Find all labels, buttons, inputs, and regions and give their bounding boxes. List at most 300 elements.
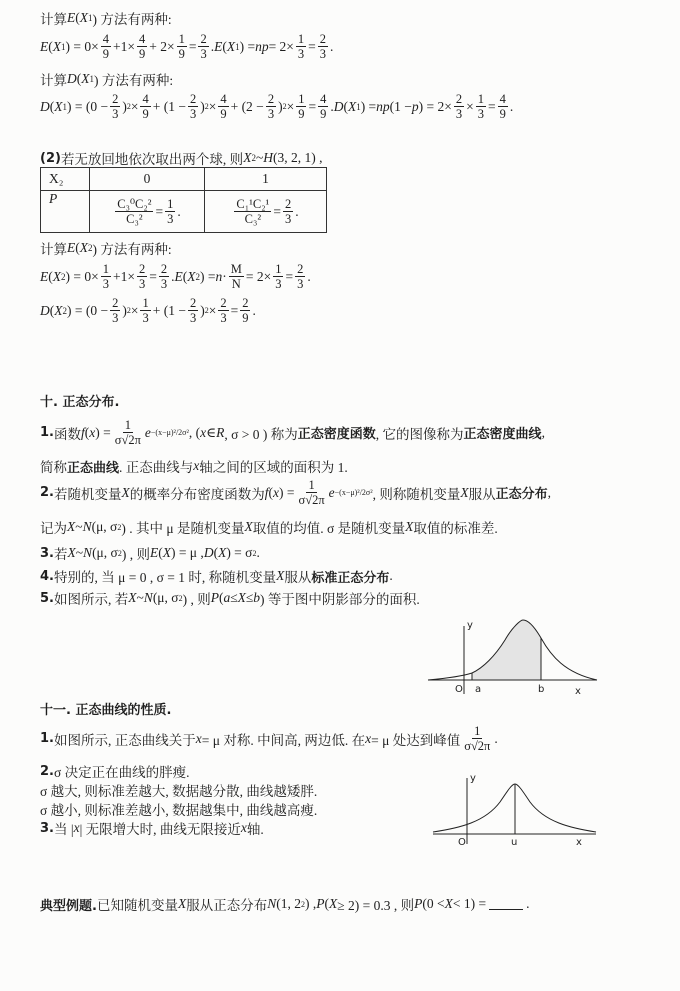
text-run: .	[330, 38, 334, 54]
fraction	[140, 296, 150, 325]
text-run: 已知随机变量	[96, 898, 178, 913]
numerator: 1	[167, 197, 174, 211]
superscript: 2	[282, 102, 287, 111]
math-variable: b	[253, 590, 261, 605]
text-run: σ 决定正在曲线的胖瘦.	[53, 765, 190, 780]
bold-term: 十一. 正态曲线的性质.	[40, 703, 172, 718]
denominator: 9	[178, 47, 185, 61]
text-run: (	[49, 302, 55, 318]
text-run: =	[308, 98, 317, 114]
numerator: 2	[284, 197, 292, 211]
text-run: + 2×	[149, 38, 175, 54]
denominator: 9	[320, 107, 327, 121]
text-run: ≤	[230, 590, 238, 605]
fraction	[218, 296, 228, 325]
numerator: 1	[308, 478, 315, 492]
subscript: 2	[62, 305, 67, 316]
numerator: 2	[220, 296, 227, 310]
text-run: .	[295, 203, 299, 219]
text-run: .	[307, 268, 311, 284]
numerator: 1	[474, 724, 481, 738]
normal-curve-shaded-graph	[425, 618, 600, 698]
text-run: = 2×	[245, 268, 272, 284]
bold-term: 典型例题.	[40, 898, 97, 914]
fraction	[454, 92, 464, 121]
text-run: .	[171, 268, 175, 284]
text-run: σ 越小, 则标准差越小, 数据越集中, 曲线越高瘦.	[40, 803, 318, 818]
numerator: 2	[267, 92, 275, 106]
superscript: −(x−μ)²/2σ²	[334, 488, 373, 497]
math-variable: D	[67, 71, 77, 86]
text-run: ) = (0 −	[67, 302, 109, 318]
math-variable: E	[40, 268, 49, 284]
text-run: ·	[222, 268, 227, 284]
fraction	[113, 418, 143, 447]
numerator: 1	[477, 92, 485, 106]
superscript: 2	[117, 548, 122, 558]
math-variable: e	[328, 484, 335, 500]
bold-term: 1.	[40, 425, 54, 440]
bold-term: (2)	[40, 150, 61, 166]
ex1-formula	[40, 32, 333, 61]
text-run: σ 越大, 则标准差越大, 数据越分散, 曲线越矮胖.	[40, 784, 318, 799]
numerator: 1	[297, 32, 305, 46]
math-variable: X	[52, 38, 61, 54]
bold-term: 4.	[40, 568, 54, 584]
denominator: σ√2π	[464, 739, 491, 753]
math-variable: X	[244, 519, 253, 534]
item-2-cont	[40, 517, 498, 537]
text-run: ) = 2×	[418, 98, 452, 114]
subscript: 1	[62, 101, 67, 112]
math-variable: N	[83, 545, 93, 560]
text-run: .	[177, 203, 181, 219]
text-run: ≥ 2) = 0.3 , 则	[337, 898, 415, 913]
item-1-cont	[40, 456, 348, 476]
text-run: , 则称随机变量	[372, 486, 461, 502]
math-variable: X	[79, 10, 88, 25]
denominator: 9	[138, 47, 146, 61]
fraction	[177, 32, 187, 61]
text-run: < 1) =	[452, 896, 487, 911]
denominator: 3	[167, 212, 174, 226]
text-run: )	[200, 98, 205, 114]
text-run: ) =	[279, 484, 295, 500]
text-run: , 它的图像称为	[375, 426, 464, 442]
text-run: 特别的, 当 μ = 0 , σ = 1 时, 称随机变量	[53, 570, 277, 585]
denominator: 3	[319, 47, 327, 61]
math-variable: D	[333, 98, 344, 114]
text-run: + (1 −	[152, 302, 186, 318]
math-variable: X	[218, 545, 227, 560]
x-label: x	[576, 837, 582, 846]
fraction	[296, 32, 306, 61]
math-variable: X	[226, 38, 236, 54]
a-label: a	[475, 684, 482, 695]
text-run: | 无限增大时, 曲线无限接近	[79, 822, 241, 837]
text-run: + (1 −	[152, 98, 186, 114]
text-run: 服从	[468, 486, 496, 502]
y-label: y	[467, 620, 473, 631]
numerator: 2	[112, 296, 119, 310]
text-run: 计算	[40, 73, 67, 88]
table-header-0: 0	[90, 168, 205, 191]
text-run: 函数	[53, 426, 81, 442]
denominator: 9	[220, 107, 227, 121]
text-run: =	[273, 203, 281, 219]
calc-ex1-intro	[40, 8, 172, 28]
text-run: ) 等于图中阴影部分的面积.	[260, 592, 420, 607]
superscript: 2	[117, 522, 122, 532]
text-run: 简称	[40, 460, 67, 475]
fraction	[159, 262, 169, 291]
table-header-1: 1	[205, 168, 327, 191]
math-variable: D	[40, 98, 50, 114]
text-run: = μ 对称. 中间高, 两边低. 在	[201, 732, 366, 748]
math-variable: D	[203, 545, 214, 560]
text-run: ×	[208, 98, 217, 114]
fraction	[101, 32, 111, 61]
numerator: 1	[298, 92, 305, 106]
bold-term: 2.	[40, 763, 54, 779]
math-variable: X	[444, 896, 453, 911]
fraction	[462, 724, 492, 753]
text-run: 的概率分布密度函数为	[129, 486, 265, 502]
fraction	[318, 32, 328, 61]
text-run: ) =	[239, 38, 256, 54]
text-run: ×	[130, 302, 139, 318]
math-variable: x	[240, 820, 247, 835]
bold-term: 标准正态分布	[311, 570, 390, 586]
math-variable: X	[177, 896, 187, 911]
text-run: (	[49, 98, 55, 114]
math-variable: N	[143, 590, 153, 605]
math-variable: np	[255, 38, 269, 54]
text-run: = 2×	[268, 38, 294, 54]
math-variable: X	[81, 71, 90, 86]
text-run: =	[155, 203, 164, 219]
math-variable: X	[162, 545, 171, 560]
denominator: C₃²	[126, 212, 143, 226]
text-run: .	[256, 545, 260, 560]
denominator: 9	[142, 107, 149, 121]
fraction	[110, 92, 120, 121]
text-run: 取值的均值. σ 是随机变量	[252, 521, 406, 536]
fraction	[296, 92, 306, 121]
text-run: ) 方法有两种:	[92, 242, 172, 257]
text-run: =	[308, 38, 316, 54]
bold-term: 十. 正态分布.	[40, 395, 120, 410]
math-variable: x	[200, 424, 207, 440]
text-run: (	[75, 10, 80, 25]
math-variable: E	[67, 10, 76, 25]
text-run: ≤	[245, 590, 254, 605]
text-run: =	[230, 302, 239, 318]
text-run: (μ, σ	[152, 590, 179, 605]
text-run: 服从	[284, 570, 312, 585]
x-label: x	[575, 686, 581, 697]
numerator: 2	[138, 262, 146, 276]
fraction	[273, 262, 283, 291]
fraction	[140, 92, 150, 121]
math-variable: P	[316, 896, 325, 911]
denominator: 3	[275, 277, 282, 291]
text-run: ~	[136, 590, 144, 605]
math-variable: X	[187, 268, 196, 284]
text-run: (1 −	[389, 98, 412, 114]
text-run: (	[48, 268, 53, 284]
text-run: (	[84, 424, 90, 440]
fraction	[137, 32, 147, 61]
denominator: 3	[189, 311, 197, 325]
numerator: 2	[200, 32, 207, 46]
text-run: (μ, σ	[92, 545, 118, 560]
table-row-label: P	[41, 191, 90, 233]
text-run: =	[488, 98, 496, 114]
text-run: ) . 其中 μ 是随机变量	[121, 521, 245, 536]
math-variable: X	[460, 484, 469, 500]
subscript: 1	[356, 101, 361, 112]
text-run: )	[122, 98, 127, 114]
numerator: 2	[242, 296, 249, 310]
superscript: 2	[126, 306, 131, 315]
text-run: 计算	[40, 12, 67, 27]
denominator: 9	[102, 47, 109, 61]
fraction	[229, 262, 244, 291]
math-variable: R	[216, 424, 225, 440]
denominator: 3	[189, 107, 197, 121]
subscript: 1	[89, 74, 94, 84]
text-run: (	[218, 590, 224, 605]
calc-ex2-intro	[40, 238, 172, 258]
text-run: )	[122, 302, 127, 318]
superscript: 2	[204, 102, 209, 111]
fraction	[283, 197, 293, 226]
text-run: 记为	[40, 521, 67, 536]
math-variable: X	[52, 268, 61, 284]
dx1-formula	[40, 92, 513, 121]
item-3	[40, 543, 260, 563]
bold-term: 2.	[40, 485, 54, 500]
text-run: ) =	[95, 424, 111, 440]
fraction	[476, 92, 486, 121]
math-variable: X	[328, 896, 338, 911]
math-variable: f	[80, 424, 85, 440]
text-run: (	[48, 38, 53, 54]
text-run: ) , 则	[182, 592, 211, 607]
math-variable: X	[243, 150, 252, 165]
denominator: 3	[284, 212, 292, 226]
text-run: .	[494, 730, 498, 746]
text-run: .	[526, 896, 530, 911]
fraction	[137, 262, 147, 291]
text-run: 如图所示, 若	[53, 592, 129, 607]
fraction	[188, 296, 198, 325]
denominator: 9	[298, 107, 305, 121]
text-run: ×	[286, 98, 295, 114]
math-variable: x	[273, 484, 279, 500]
superscript: 2	[252, 548, 257, 558]
numerator: 2	[112, 92, 119, 106]
fraction	[296, 478, 326, 507]
math-variable: E	[40, 38, 49, 54]
text-run: (	[343, 98, 348, 114]
math-variable: N	[82, 519, 92, 534]
numerator: 2	[297, 262, 304, 276]
property-3	[40, 818, 264, 838]
math-variable: E	[174, 268, 183, 284]
text-run: =	[188, 38, 197, 54]
table-header-var: X₂	[41, 168, 90, 191]
denominator: σ√2π	[298, 493, 325, 507]
math-variable: N	[267, 896, 277, 911]
superscript: −(x−μ)²/2σ²	[150, 428, 189, 437]
math-variable: n	[215, 268, 223, 284]
text-run: 如图所示, 正态曲线关于	[53, 732, 196, 748]
math-variable: X	[347, 98, 357, 114]
text-run: 轴.	[246, 822, 264, 837]
fraction	[115, 197, 153, 226]
text-run: .	[252, 302, 256, 318]
denominator: 3	[455, 107, 463, 121]
text-run: 取值的标准差.	[413, 521, 498, 536]
numerator: 1	[102, 262, 109, 276]
superscript: 2	[204, 306, 209, 315]
bold-term: 5.	[40, 590, 54, 606]
text-run: ) =	[199, 268, 216, 284]
text-run: ) =	[360, 98, 377, 114]
numerator: 4	[320, 92, 327, 106]
text-run: .	[210, 38, 215, 54]
text-run: , (	[188, 424, 201, 440]
text-run: .	[389, 568, 393, 583]
text-run: 计算	[40, 242, 67, 257]
fraction	[110, 296, 120, 325]
numerator: 1	[124, 418, 131, 432]
property-2-small-sigma	[40, 799, 317, 819]
text-run: +1×	[112, 38, 135, 54]
text-run: (	[268, 484, 273, 500]
denominator: 3	[142, 311, 149, 325]
subscript: 2	[61, 271, 66, 282]
superscript: 2	[300, 899, 305, 909]
answer-blank	[489, 899, 523, 910]
numerator: 1	[275, 262, 282, 276]
bold-term: 3.	[40, 545, 54, 561]
denominator: 3	[267, 107, 275, 121]
text-run: ) = 0×	[65, 38, 99, 54]
text-run: ×	[130, 98, 139, 114]
subscript: 1	[235, 41, 240, 52]
math-variable: x	[195, 730, 202, 746]
item-4	[40, 566, 393, 586]
text-run: . 正态曲线与	[119, 460, 194, 475]
numerator: 4	[499, 92, 506, 106]
math-variable: p	[411, 98, 419, 114]
subscript: 1	[61, 41, 66, 52]
text-run: (	[213, 545, 219, 560]
fraction	[266, 92, 276, 121]
numerator: 2	[189, 296, 197, 310]
numerator: 4	[102, 32, 109, 46]
math-variable: np	[376, 98, 390, 114]
math-variable: E	[67, 240, 76, 255]
fraction	[240, 296, 250, 325]
fraction	[234, 197, 271, 226]
numerator: M	[230, 262, 242, 276]
subscript: 2	[251, 153, 256, 163]
numerator: C₁¹C₂¹	[236, 197, 270, 211]
property-2-large-sigma	[40, 780, 317, 800]
denominator: 3	[297, 277, 304, 291]
math-variable: X	[54, 98, 63, 114]
text-run: ~	[75, 519, 83, 534]
numerator: 1	[178, 32, 185, 46]
math-variable: x	[365, 730, 372, 746]
text-run: )	[278, 98, 283, 114]
text-run: ×	[208, 302, 217, 318]
text-run: .	[509, 98, 514, 114]
denominator: 9	[499, 107, 506, 121]
part2-statement	[40, 148, 323, 168]
subscript: 2	[195, 271, 200, 282]
text-run: = μ 处达到峰值	[371, 732, 461, 748]
math-variable: D	[40, 302, 50, 318]
numerator: 2	[455, 92, 463, 106]
text-run: (	[75, 240, 80, 255]
text-run: .	[330, 98, 334, 114]
text-run: (	[182, 268, 188, 284]
numerator: 2	[189, 92, 197, 106]
math-variable: X	[67, 519, 76, 534]
example-problem	[40, 894, 529, 914]
math-variable: x	[89, 424, 96, 440]
denominator: 3	[200, 47, 207, 61]
numerator: 1	[142, 296, 149, 310]
section-10-title	[40, 391, 119, 410]
math-variable: X	[276, 568, 285, 583]
normal-curve-graph	[430, 772, 600, 846]
math-variable: X	[405, 519, 414, 534]
text-run: ) , 则	[121, 547, 150, 562]
math-variable: x	[73, 820, 80, 835]
text-run: 服从正态分布	[186, 898, 268, 913]
superscript: 2	[178, 593, 183, 603]
math-variable: P	[210, 590, 219, 605]
math-variable: f	[264, 484, 269, 500]
fraction	[101, 262, 111, 291]
dx2-formula	[40, 296, 256, 325]
fraction	[188, 92, 198, 121]
bold-term: 正态曲线	[67, 460, 120, 476]
text-run: ) 方法有两种:	[94, 73, 174, 88]
text-run: =	[149, 268, 157, 284]
math-variable: a	[223, 590, 231, 605]
ex2-formula	[40, 262, 311, 291]
numerator: C₃⁰C₂²	[117, 197, 152, 211]
text-run: (	[76, 71, 82, 86]
text-run: )	[200, 302, 205, 318]
denominator: σ√2π	[114, 433, 141, 447]
denominator: 3	[112, 107, 119, 121]
b-label: b	[538, 684, 545, 695]
text-run: (3, 2, 1) ,	[273, 150, 323, 165]
table-cell-p0	[98, 197, 196, 226]
denominator: 3	[477, 107, 485, 121]
text-run: =	[285, 268, 294, 284]
math-variable: x	[193, 458, 200, 473]
fraction	[198, 32, 208, 61]
